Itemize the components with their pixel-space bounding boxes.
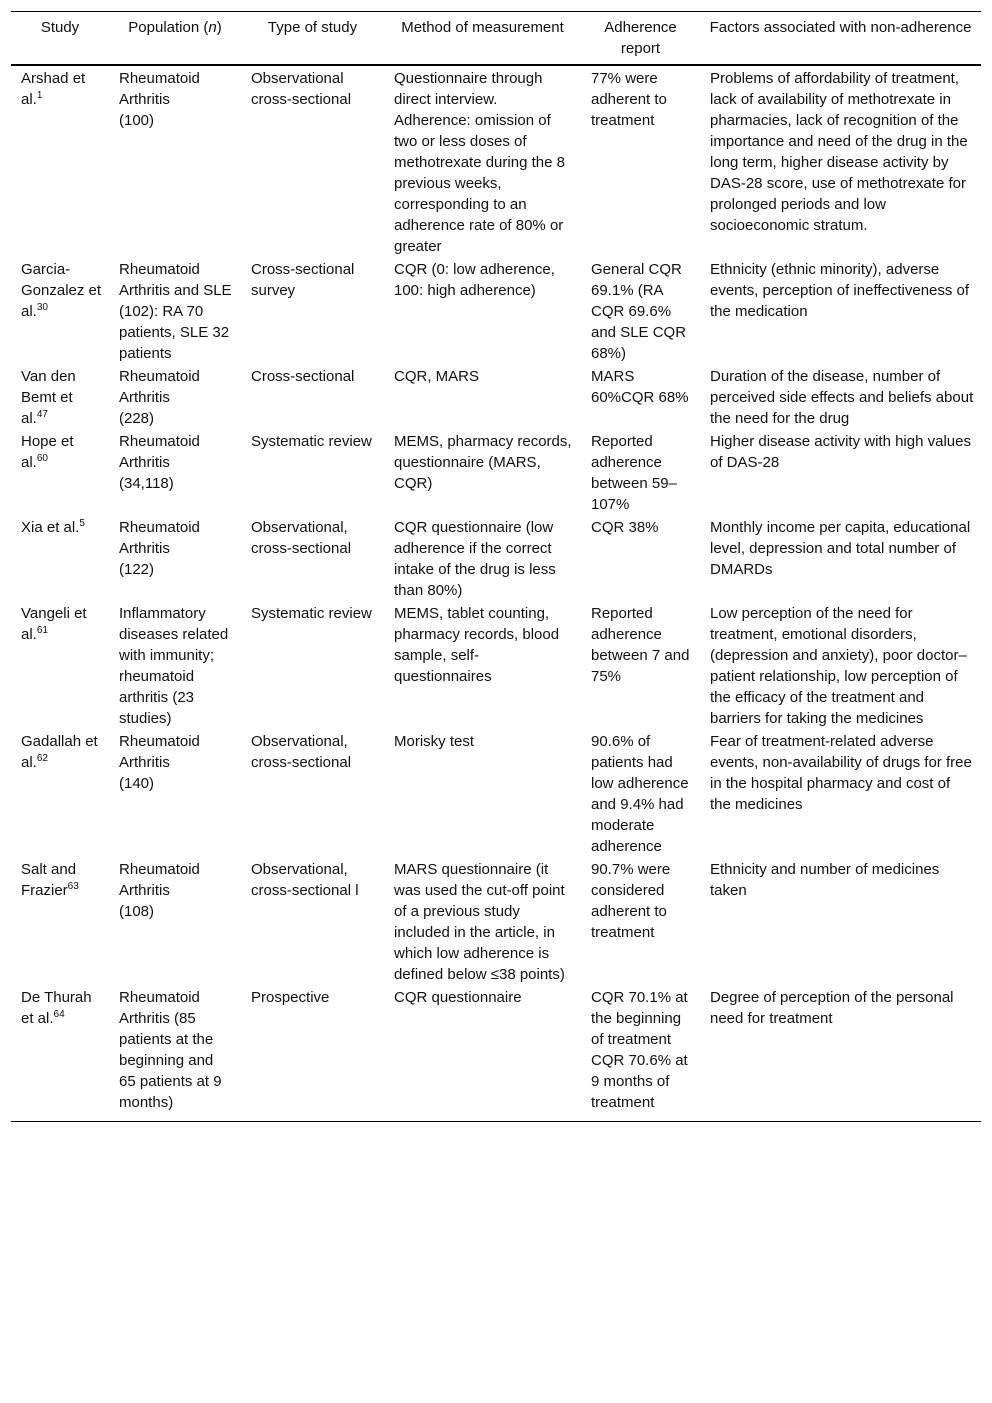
table-row xyxy=(11,857,981,985)
cell-population: Rheumatoid Arthritis (140) xyxy=(119,733,200,792)
reference-superscript: 47 xyxy=(36,409,48,420)
header-method: Method of measurement xyxy=(384,12,581,66)
cell-type: Cross-sectional survey xyxy=(251,261,355,299)
cell-factors: Ethnicity (ethnic minority), adverse events, perception of ineffectiveness of the medication xyxy=(710,261,970,320)
cell-study: Xia et al.$^5$ xyxy=(21,518,85,536)
cell-method: CQR (0: low adherence, 100: high adherence) xyxy=(394,261,555,299)
cell-study: Arshad et al.$^1$ xyxy=(21,70,86,108)
cell-method: CQR questionnaire xyxy=(384,985,581,1122)
cell-type: Prospective xyxy=(241,985,384,1122)
cell-study: Hope et al.$^{60}$ xyxy=(21,433,74,471)
cell-method: Questionnaire through direct interview. Adherence: omission of two or less doses of methotrexate during the 8 previous weeks, corresponding to an adherence rate of 80% or greater xyxy=(394,70,565,255)
table-row xyxy=(11,65,981,257)
table-row xyxy=(11,985,981,1122)
table-row xyxy=(11,364,981,429)
cell-factors: Degree of perception of the personal need for treatment xyxy=(700,985,981,1122)
cell-type: Cross-sectional xyxy=(251,368,355,385)
cell-type: Observational cross-sectional xyxy=(251,70,352,108)
cell-factors: Higher disease activity with high values of DAS-28 xyxy=(710,433,971,471)
cell-method: CQR questionnaire (low adherence if the correct intake of the drug is less than 80%) xyxy=(394,519,556,599)
cell-adherence: 90.6% of patients had low adherence and 9.4% had moderate adherence xyxy=(591,733,689,855)
cell-adherence: Reported adherence between 7 and 75% xyxy=(591,605,690,685)
cell-population: Rheumatoid Arthritis (34,118) xyxy=(119,433,200,492)
cell-adherence: Reported adherence between 59–107% xyxy=(591,433,677,513)
table-row xyxy=(11,257,981,364)
reference-superscript: 62 xyxy=(36,753,48,764)
reference-superscript: 64 xyxy=(53,1009,65,1020)
cell-method: MEMS, pharmacy records, questionnaire (MARS, CQR) xyxy=(394,433,572,492)
reference-superscript: 30 xyxy=(36,302,48,313)
header-adherence: Adherence report xyxy=(581,12,700,66)
cell-population: Inflammatory diseases related with immunity; rheumatoid arthritis (23 studies) xyxy=(119,605,229,727)
cell-method: CQR, MARS xyxy=(394,368,480,385)
reference-superscript: 1 xyxy=(36,90,43,101)
cell-population: Rheumatoid Arthritis (122) xyxy=(119,519,200,578)
header-type: Type of study xyxy=(241,12,384,66)
cell-population: Rheumatoid Arthritis (228) xyxy=(119,368,200,427)
cell-factors: Fear of treatment-related adverse events, non-availability of drugs for free in the hospital pharmacy and cost of the medicines xyxy=(710,733,972,813)
table-row xyxy=(11,515,981,601)
table-row xyxy=(11,429,981,515)
header-population: Population (n) xyxy=(109,12,241,66)
cell-adherence: CQR 70.1% at the beginning of treatment CQR 70.6% at 9 months of treatment xyxy=(581,985,700,1122)
header-study: Study xyxy=(11,12,109,66)
cell-type: Observational, cross-sectional xyxy=(251,519,352,557)
reference-superscript: 5 xyxy=(79,518,85,529)
cell-adherence: CQR 38% xyxy=(591,519,659,536)
cell-type: Systematic review xyxy=(251,433,372,450)
table-header xyxy=(11,12,981,66)
cell-adherence: 77% were adherent to treatment xyxy=(591,70,667,129)
cell-factors: Ethnicity and number of medicines taken xyxy=(710,861,940,899)
table-row xyxy=(11,729,981,857)
table-row xyxy=(11,601,981,729)
cell-method: MEMS, tablet counting, pharmacy records, blood sample, self-questionnaires xyxy=(394,605,560,685)
cell-adherence: General CQR 69.1% (RA CQR 69.6% and SLE CQR 68%) xyxy=(591,261,687,362)
cell-factors: Monthly income per capita, educational level, depression and total number of DMARDs xyxy=(710,519,971,578)
cell-population: Rheumatoid Arthritis (108) xyxy=(119,861,200,920)
adherence-studies-table xyxy=(11,11,981,1122)
reference-superscript: 60 xyxy=(36,453,48,464)
cell-method: MARS questionnaire (it was used the cut-off point of a previous study included in the article, in which low adherence is defined below ≤38 points) xyxy=(394,861,565,983)
cell-type: Systematic review xyxy=(251,605,372,622)
header-factors: Factors associated with non-adherence xyxy=(700,12,981,66)
cell-study: Gadallah et al.$^{62}$ xyxy=(21,733,98,771)
reference-superscript: 63 xyxy=(67,881,79,892)
cell-type: Observational, cross-sectional l xyxy=(251,861,359,899)
reference-superscript: 61 xyxy=(36,625,48,636)
cell-type: Observational, cross-sectional xyxy=(251,733,352,771)
cell-adherence: MARS 60%CQR 68% xyxy=(591,368,689,406)
cell-population: Rheumatoid Arthritis (100) xyxy=(119,70,200,129)
cell-adherence: 90.7% were considered adherent to treatment xyxy=(591,861,671,941)
table-body xyxy=(11,65,981,1122)
cell-factors: Problems of affordability of treatment, lack of availability of methotrexate in pharmacies, lack of recognition of the importance and need of the drug in the long term, higher disease activity by DAS-28 score, use of methotrexate for prolonged periods and low socioeconomic stratum. xyxy=(710,70,968,234)
cell-study: De Thurah et al.$^{64}$ xyxy=(11,985,109,1122)
cell-study: Salt and Frazier$^{63}$ xyxy=(21,861,79,899)
cell-factors: Low perception of the need for treatment, emotional disorders, (depression and anxiety), poor doctor–patient relationship, low perception of the efficacy of the treatment and barriers for taking the medicines xyxy=(710,605,967,727)
cell-population: Rheumatoid Arthritis and SLE (102): RA 70 patients, SLE 32 patients xyxy=(119,261,232,362)
cell-factors: Duration of the disease, number of perceived side effects and beliefs about the need for the drug xyxy=(710,368,974,427)
cell-population: Rheumatoid Arthritis (85 patients at the beginning and 65 patients at 9 months) xyxy=(109,985,241,1122)
cell-study: Vangeli et al.$^{61}$ xyxy=(21,605,87,643)
cell-study: Garcia-Gonzalez et al.$^{30}$ xyxy=(21,261,102,320)
cell-study: Van den Bemt et al.$^{47}$ xyxy=(21,368,76,427)
cell-method: Morisky test xyxy=(394,733,475,750)
